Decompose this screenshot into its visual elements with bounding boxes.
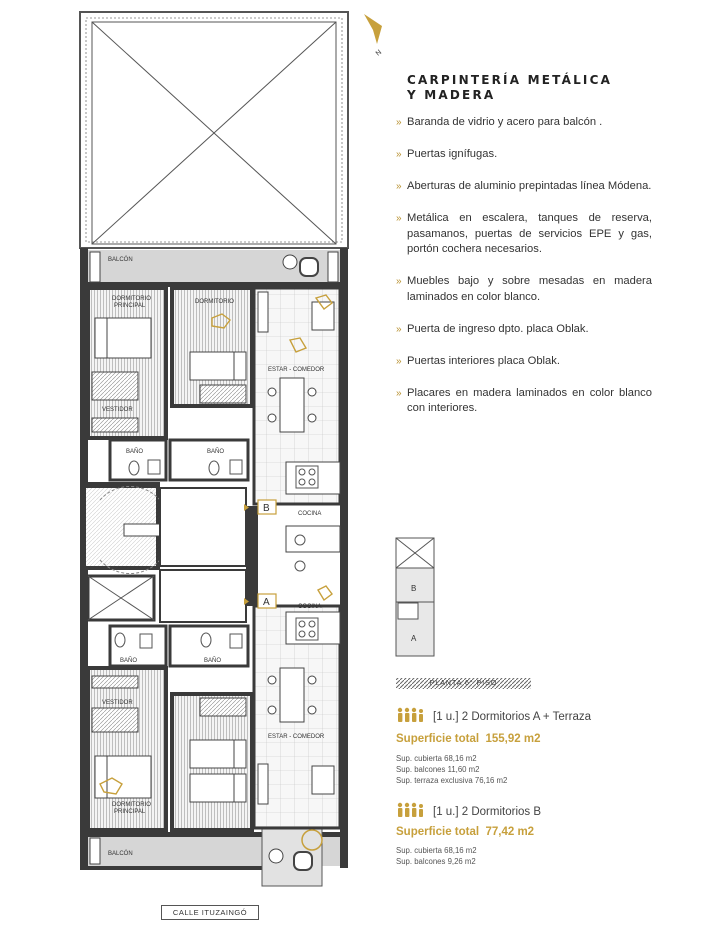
specs-title [407,73,647,103]
cocina-b-label: COCINA [298,511,322,517]
balcon-label-bottom: BALCÓN [108,851,133,857]
unit-a-line-3: Sup. terraza exclusiva 76,16 m2 [396,776,508,785]
bullet-icon: » [396,323,402,335]
bullet-icon: » [396,149,402,160]
balcon-label-top: BALCÓN [108,257,133,263]
key-plan [396,538,434,656]
dormitorio-principal-b-line1: DORMITORIO [112,296,151,302]
terrace [80,12,348,248]
unit-a-total-label: Superficie total [396,733,480,745]
key-plan-b: B [411,584,417,593]
estar-comedor-a-label: ESTAR - COMEDOR [268,734,325,740]
unit-a-title: [1 u.] 2 Dormitorios A + Terraza [433,711,591,723]
north-arrow-icon [364,14,383,58]
bano-a2-label: BAÑO [204,658,222,664]
spec-item: » Metálica en escalera, tanques de reserva, pasamanos, puertas de servicios EPE y gas, portón cochera necesarios. [396,212,652,255]
dormitorio-principal-a-line1: DORMITORIO [112,802,151,808]
bullet-icon: » [396,181,402,192]
unit-a-total-value: 155,92 m2 [485,733,541,745]
north-label: N [374,48,384,58]
unit-a-total [396,733,540,745]
cocina-a-label: COCINA [298,604,322,610]
floor-label-text: PLANTA 6° PISO [429,680,498,687]
bullet-icon: » [396,387,402,399]
key-plan-a: A [411,634,417,643]
building-core [80,482,258,622]
bano-b1-label: BAÑO [126,449,144,455]
unit-b-line-2: Sup. balcones 9,26 m2 [396,857,476,866]
spec-item: » Aberturas de aluminio prepintadas línea Módena. [396,179,652,195]
bullet-icon: » [396,276,402,287]
unit-b-title: [1 u.] 2 Dormitorios B [433,806,542,818]
unit-b-total-label: Superficie total [396,826,480,838]
unit-a-marker-text: A [263,597,270,608]
vestidor-a-label: VESTIDOR [102,700,133,706]
estar-comedor-b-label: ESTAR - COMEDOR [268,367,325,373]
bano-a1-label: BAÑO [120,658,138,664]
unit-a-line-2: Sup. balcones 11,60 m2 [396,765,480,774]
spec-item: » Placares en madera laminados en color blanco con interiores. [396,386,652,414]
specs-list [396,115,652,433]
bullet-icon: » [396,117,402,128]
spec-item: » Puertas ignífugas. [396,147,652,163]
dormitorio-principal-a-line2: PRINCIPAL [114,809,146,815]
specs-title-line1: CARPINTERÍA METÁLICA [407,73,613,87]
bullet-icon: » [396,213,402,224]
floor-label [396,678,531,689]
unit-b-marker-text: B [263,503,270,514]
unit-b-rooms [88,252,340,504]
unit-b-line-1: Sup. cubierta 68,16 m2 [396,846,477,855]
people-icon-a [398,708,423,722]
spec-item: » Baranda de vidrio y acero para balcón . [396,115,652,131]
bullet-icon: » [396,355,402,367]
unit-a-line-1: Sup. cubierta 68,16 m2 [396,754,477,763]
spec-item: » Puerta de ingreso dpto. placa Oblak. [396,322,652,338]
specs-title-line2: Y MADERA [407,88,496,102]
vestidor-b-label: VESTIDOR [102,407,133,413]
unit-b-total [396,826,534,838]
people-icon-b [398,803,423,817]
unit-b-total-value: 77,42 m2 [485,826,535,838]
spec-item: » Puertas interiores placa Oblak. [396,354,652,370]
bano-b2-label: BAÑO [207,449,225,455]
dormitorio-b-label: DORMITORIO [195,299,234,305]
street-label: CALLE ITUZAINGÓ [161,905,259,920]
spec-item: » Muebles bajo y sobre mesadas en madera laminados en color blanco. [396,275,652,303]
dormitorio-principal-b-line2: PRINCIPAL [114,303,146,309]
